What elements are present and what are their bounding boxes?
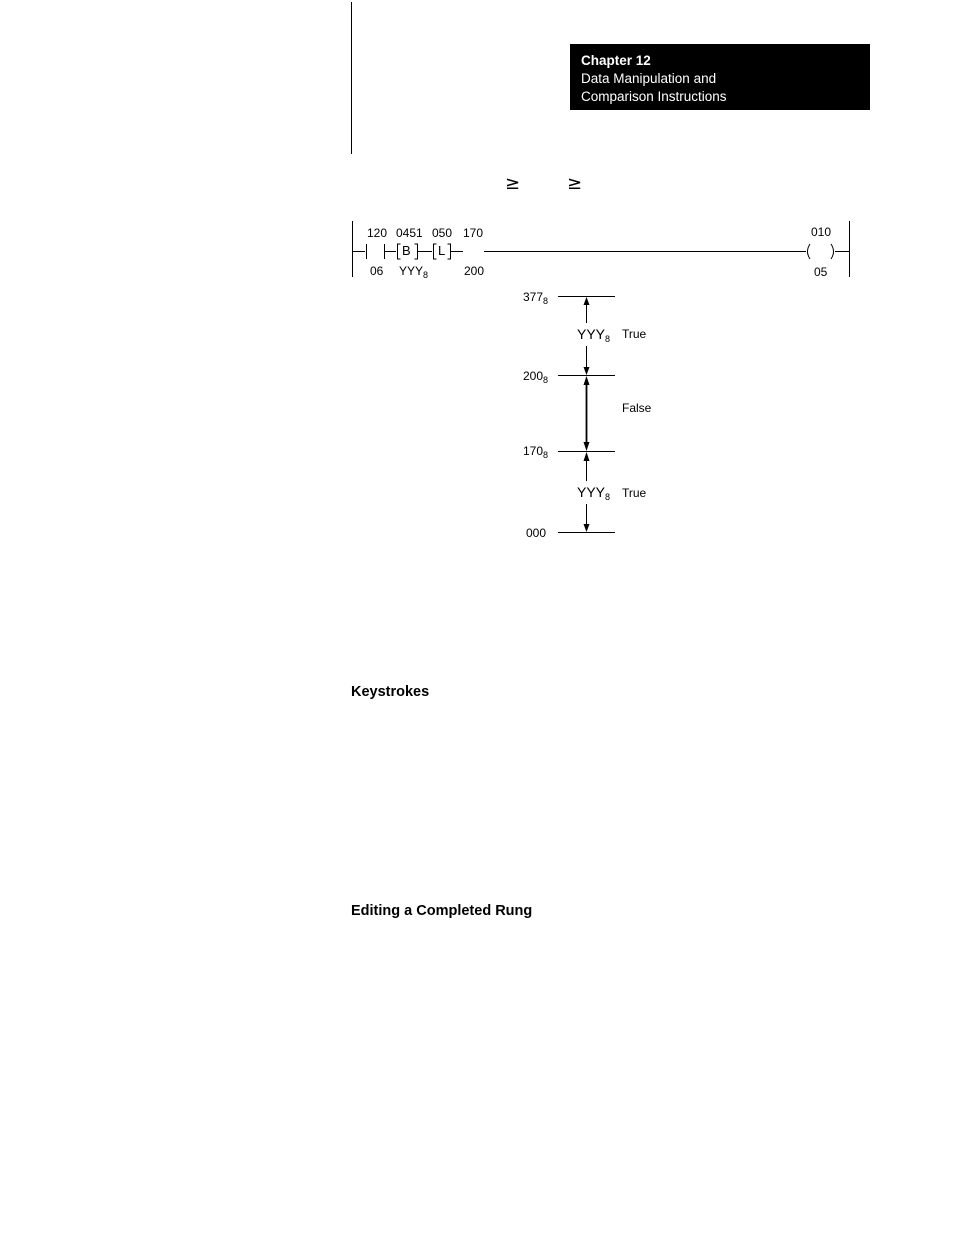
level-label-170: $170_8$: [523, 444, 549, 460]
zone-upper-state: True: [622, 327, 647, 341]
chapter-title-line2: Comparison Instructions: [581, 89, 727, 104]
arrowhead-up: [584, 376, 590, 385]
block-b-right-bracket: [415, 244, 418, 259]
chapter-title-line1: Data Manipulation and: [581, 71, 717, 86]
output-address-bottom: 05: [814, 265, 828, 279]
block-l-right-bracket: [448, 244, 451, 259]
zone-upper-variable: $YYY_8$: [577, 326, 611, 344]
arrowhead-down: [584, 524, 590, 532]
block-l-label: L: [438, 243, 446, 258]
block-b-value: $YYY_8$: [399, 264, 429, 280]
zone-lower-variable: $YYY_8$: [577, 484, 611, 502]
block-l-address: 050: [432, 226, 453, 240]
output-coil-right: [831, 244, 834, 259]
block-l-left-bracket: [434, 244, 437, 259]
chapter-number: Chapter 12: [581, 53, 651, 68]
greater-equal-symbol-right: ≥: [567, 173, 583, 194]
zone-lower-state: True: [622, 486, 647, 500]
output-address-top: 010: [811, 225, 832, 239]
level-label-200: $200_8$: [523, 369, 549, 385]
block-b-address: 0451: [396, 226, 423, 240]
lower-limit-value: 200: [464, 264, 485, 278]
level-label-377: $377_8$: [523, 290, 549, 306]
section-heading-keystrokes: Keystrokes: [351, 684, 430, 700]
contact-address-top: 120: [367, 226, 388, 240]
arrowhead-down: [584, 367, 590, 375]
level-label-000: 000: [526, 526, 547, 540]
greater-equal-symbol-left: ≥: [505, 173, 521, 194]
zone-middle-state: False: [622, 401, 652, 415]
output-coil-left: [808, 244, 811, 259]
upper-limit-value: 170: [463, 226, 484, 240]
arrowhead-up: [584, 297, 590, 305]
arrowhead-down: [584, 442, 590, 451]
block-b-left-bracket: [398, 244, 401, 259]
section-heading-editing: Editing a Completed Rung: [351, 903, 533, 919]
block-b-label: B: [402, 243, 411, 258]
contact-address-bottom: 06: [370, 264, 384, 278]
arrowhead-up: [584, 452, 590, 461]
